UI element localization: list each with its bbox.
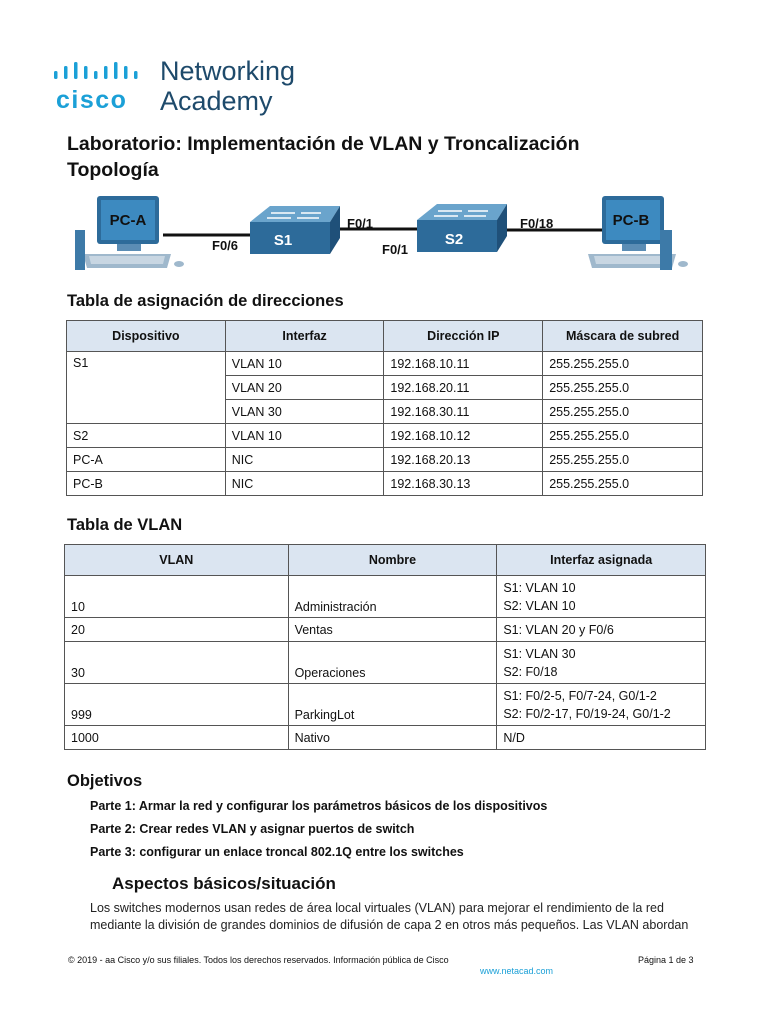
pc-b-icon [588,196,688,270]
objectives-heading: Objetivos [67,772,143,790]
table-row [65,642,706,684]
table-row [65,618,706,642]
port-label-s2-f0-1: F0/1 [382,242,409,257]
mask-cell: 255.255.255.0 [543,352,703,376]
column-header: Dirección IP [384,321,543,352]
column-header: Interfaz [225,321,384,352]
vlan-name-cell: ParkingLot [288,684,497,726]
vlan-table [64,544,706,750]
vlan-iface-cell: N/D [497,726,706,750]
vlan-iface-cell [497,576,706,618]
table-row [65,684,706,726]
s2-label: S2 [444,231,464,248]
cisco-bars-icon [54,62,150,84]
column-header: Dispositivo [67,321,226,352]
interface-cell: VLAN 10 [225,424,384,448]
ip-cell: 192.168.30.11 [384,400,543,424]
vlan-id-cell: 1000 [65,726,289,750]
vlan-iface-cell [497,642,706,684]
device-cell: S1 [67,352,226,424]
cisco-networking-academy-logo [54,56,314,118]
vlan-name-cell: Ventas [288,618,497,642]
column-header: Interfaz asignada [497,545,706,576]
vlan-name-cell: Operaciones [288,642,497,684]
table-row [65,726,706,750]
vlan-iface-cell [497,684,706,726]
table-row [65,576,706,618]
mask-cell: 255.255.255.0 [543,400,703,424]
port-label-f0-6: F0/6 [212,238,239,253]
iface-line: S2: F0/2-17, F0/19-24, G0/1-2 [503,706,671,721]
iface-line: S1: VLAN 30 [503,646,576,661]
column-header: VLAN [65,545,289,576]
logo-brand: cisco [56,86,128,114]
iface-line: S1: F0/2-5, F0/7-24, G0/1-2 [503,688,657,703]
table-header-row [67,321,703,352]
addressing-heading: Tabla de asignación de direcciones [67,292,344,310]
interface-cell: VLAN 10 [225,352,384,376]
device-cell: PC-B [67,472,226,496]
switch-s1-icon [250,206,340,254]
vlan-name-cell: Nativo [288,726,497,750]
logo-line2: Academy [160,86,273,116]
s1-label: S1 [273,232,293,249]
ip-cell: 192.168.30.13 [384,472,543,496]
background-paragraph: Los switches modernos usan redes de área local virtuales (VLAN) para mejorar el rendimiento de la red mediante la división de grandes dominios de difusión de capa 2 en otros más pequeños. Las VLAN abordan [90,901,689,932]
pc-a-label: PC-A [109,212,147,229]
mask-cell: 255.255.255.0 [543,376,703,400]
footer-link[interactable]: www.netacad.com [480,966,554,976]
interface-cell: NIC [225,472,384,496]
mask-cell: 255.255.255.0 [543,472,703,496]
pc-b-label: PC-B [612,212,650,229]
interface-cell: VLAN 20 [225,376,384,400]
vlan-id-cell: 20 [65,618,289,642]
table-row [67,424,703,448]
mask-cell: 255.255.255.0 [543,424,703,448]
topology-heading: Topología [67,159,159,181]
port-label-s1-f0-1: F0/1 [347,216,374,231]
interface-cell: NIC [225,448,384,472]
objective-item: Parte 2: Crear redes VLAN y asignar puertos de switch [90,822,415,836]
table-row [67,352,703,376]
ip-cell: 192.168.20.13 [384,448,543,472]
device-cell: S2 [67,424,226,448]
ip-cell: 192.168.20.11 [384,376,543,400]
column-header: Nombre [288,545,497,576]
logo-line1: Networking [160,56,296,86]
column-header: Máscara de subred [543,321,703,352]
table-header-row [65,545,706,576]
lab-title: Laboratorio: Implementación de VLAN y Troncalización [67,133,580,155]
objective-item: Parte 3: configurar un enlace troncal 802.1Q entre los switches [90,845,464,859]
ip-cell: 192.168.10.12 [384,424,543,448]
footer-copyright: © 2019 - aa Cisco y/o sus filiales. Todos los derechos reservados. Información pública de Cisco [68,955,449,965]
vlan-iface-cell: S1: VLAN 20 y F0/6 [497,618,706,642]
vlan-name-cell: Administración [288,576,497,618]
vlan-table-heading: Tabla de VLAN [67,516,183,534]
table-row [67,472,703,496]
vlan-id-cell: 30 [65,642,289,684]
topology-diagram [75,192,695,280]
ip-cell: 192.168.10.11 [384,352,543,376]
mask-cell: 255.255.255.0 [543,448,703,472]
iface-line: S2: F0/18 [503,664,558,679]
footer-page-number: Página 1 de 3 [638,955,694,965]
device-cell: PC-A [67,448,226,472]
interface-cell: VLAN 30 [225,400,384,424]
vlan-id-cell: 999 [65,684,289,726]
objective-item: Parte 1: Armar la red y configurar los parámetros básicos de los dispositivos [90,799,548,813]
pc-a-icon [75,196,184,270]
table-row [67,448,703,472]
background-heading: Aspectos básicos/situación [112,874,336,893]
addressing-table [66,320,703,496]
port-label-f0-18: F0/18 [520,216,554,231]
iface-line: S1: VLAN 10 [503,580,576,595]
iface-line: S2: VLAN 10 [503,598,576,613]
vlan-id-cell: 10 [65,576,289,618]
